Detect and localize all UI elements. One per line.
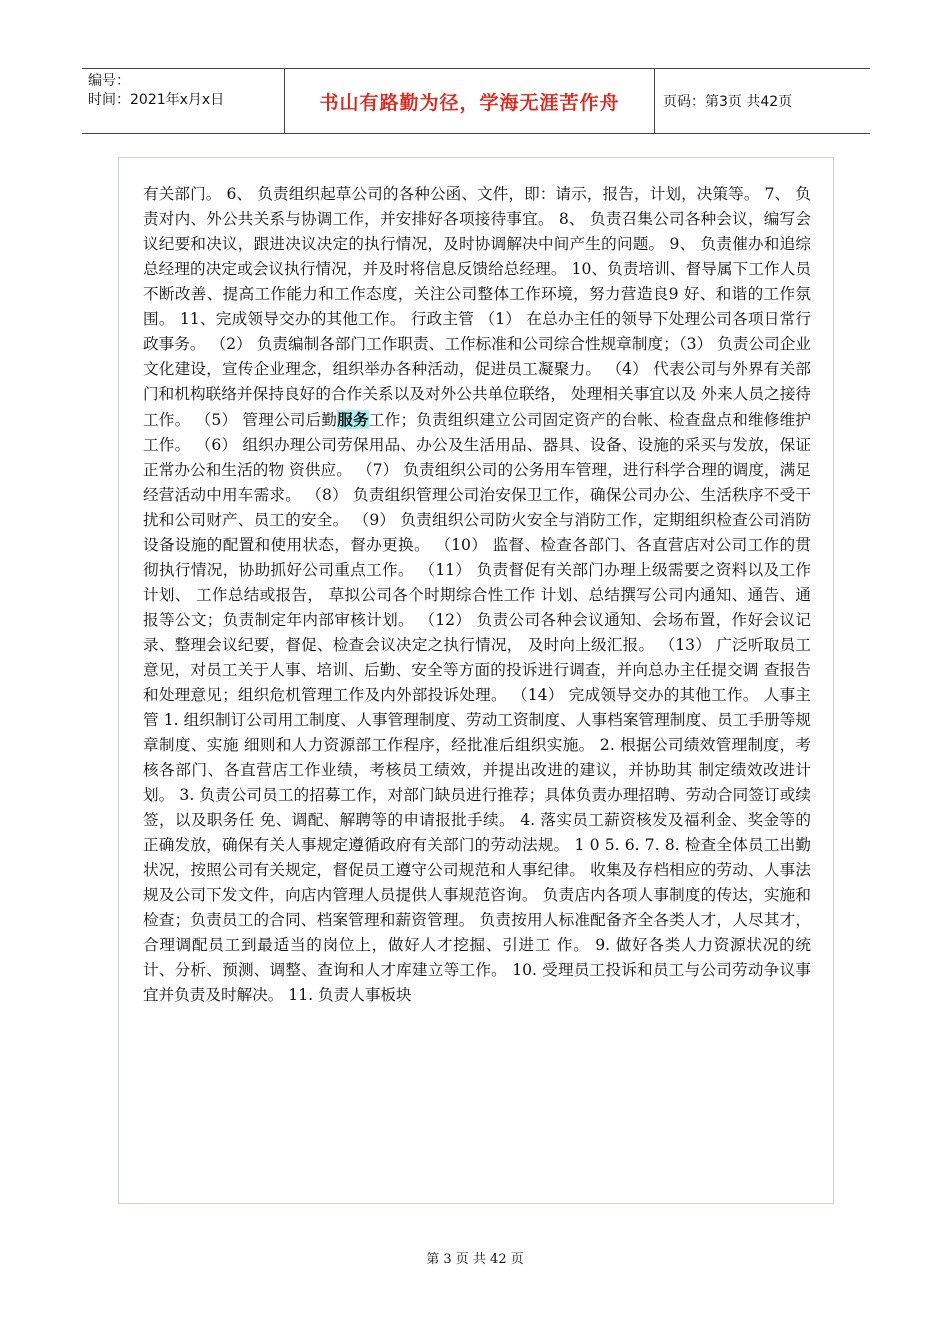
document-number-label: 编号： [88, 73, 130, 89]
body-text-before: 有关部门。 6、 负责组织起草公司的各种公函、文件，即：请示，报告，计划，决策等。 7、 负责对内、外公共关系与协调工作，并安排好各项接待事宜。 8、 负责召集公司各种会议，编写会议纪要和决议，跟进决议决定的执行情况，及时协调解决中间产生的问题。 9、 负责催办和追综总经理的决定或会议执行情况，并及时将信息反馈给总经理。 10、负责培训、督导属下工作人员不断改善、提高工作能力和工作态度，关注公司整体工作环境，努力营造良9 好、和谐的工作氛围。 11、完成领导交办的其他工作。 行政主管 （1） 在总办主任的领导下处理公司各项日常行政事务。 （2） 负责编制各部门工作职责、工作标准和公司综合性规章制度；（3） 负责公司企业文化建设，宣传企业理念，组织举办各种活动，促进员工凝聚力。 （4） 代表公司与外界有关部门和机构联络并保持良好的合作关系以及对外公共单位联络， 处理相关事宜以及 外来人员之接待工作。 （5） 管理公司后勤 [143, 185, 811, 429]
body-text-after: 工作；负责组织建立公司固定资产的台帐、检查盘点和维修维护工作。 （6） 组织办理公司劳保用品、办公及生活用品、器具、设备、设施的采买与发放，保证正常办公和生活的物 资供应。 （7） 负责组织公司的公务用车管理，进行科学合理的调度，满足经营活动中用车需求。 （8） 负责组织管理公司治安保卫工作，确保公司办公、生活秩序不受干扰和公司财产、员工的安全。 （9） 负责组织公司防火安全与消防工作，定期组织检查公司消防设备设施的配置和使用状态，督办更换。 （10） 监督、检查各部门、各直营店对公司工作的贯彻执行情况，协助抓好公司重点工作。 （11） 负责督促有关部门办理上级需要之资料以及工作计划、 工作总结或报告， 草拟公司各个时期综合性工作 计划、总结撰写公司内通知、通告、通报等公文；负责制定年内部审核计划。 （12） 负责公司各种会议通知、会场布置，作好会议记录、整理会议纪要，督促、检查会议决定之执行情况， 及时向上级汇报。 （13） 广泛听取员工意见，对员工关于人事、培训、后勤、安全等方面的投诉进行调查，并向总办主任提交调 查报告和处理意见；组织危机管理工作及内外部投诉处理。 （14） 完成领导交办的其他工作。 人事主管 1. 组织制订公司用工制度、人事管理制度、劳动工资制度、人事档案管理制度、员工手册等规章制度、实施 细则和人力资源部工作程序，经批准后组织实施。 2. 根据公司绩效管理制度，考核各部门、各直营店工作业绩，考核员工绩效，并提出改进的建议，并协助其 制定绩效改进计划。 3. 负责公司员工的招募工作，对部门缺员进行推荐；具体负责办理招聘、劳动合同签订或续签，以及职务任 免、调配、解聘等的申请报批手续。 4. 落实员工薪资核发及福利金、奖金等的正确发放，确保有关人事规定遵循政府有关部门的劳动法规。 1 0 5. 6. 7. 8. 检查全体员工出勤状况，按照公司有关规定，督促员工遵守公司规范和人事纪律。 收集及存档相应的劳动、人事法规及公司下发文件，向店内管理人员提供人事规范咨询。 负责店内各项人事制度的传达，实施和检查；负责员工的合同、档案管理和薪资管理。 负责按用人标准配备齐全各类人才，人尽其才，合理调配员工到最适当的岗位上，做好人才挖掘、引进工 作。 9. 做好各类人力资源状况的统计、分析、预测、调整、查询和人才库建立等工作。 10. 受理员工投诉和员工与公司劳动争议事宜并负责及时解决。 11. 负责人事板块 [143, 411, 811, 1004]
header-motto: 书山有路勤为径，学海无涯苦作舟 [285, 69, 655, 133]
header-page-info: 页码：第3页 共42页 [663, 94, 793, 110]
page-header [82, 68, 870, 134]
header-meta [82, 69, 285, 133]
body-paragraph [143, 182, 811, 1008]
document-time-label: 时间：2021年x月x日 [88, 92, 225, 108]
page-footer: 第 3 页 共 42 页 [426, 1252, 524, 1267]
highlighted-word[interactable]: 服务 [337, 410, 369, 429]
content-box [118, 157, 834, 1204]
